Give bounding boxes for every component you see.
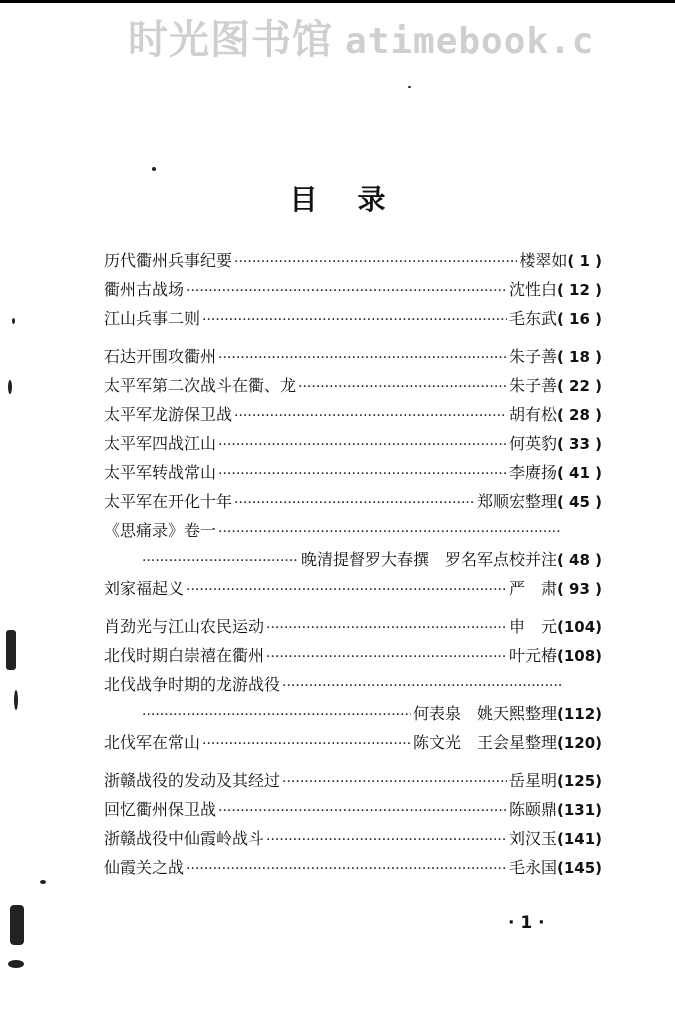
- leader-dots: [234, 248, 517, 277]
- entry-title: 历代衢州兵事纪要: [104, 251, 233, 270]
- scan-speck: [10, 905, 24, 945]
- leader-dots: [218, 797, 507, 826]
- entry-page: ( 93 ): [556, 580, 602, 598]
- entry-author: 刘汉玉: [508, 829, 557, 848]
- entry-page: ( 28 ): [556, 406, 602, 424]
- leader-dots: [218, 460, 507, 489]
- leader-dots: [186, 277, 507, 306]
- leader-dots: [234, 489, 475, 518]
- entry-author: 何英豹: [508, 434, 557, 453]
- entry-author: 岳星明: [508, 771, 557, 790]
- leader-dots: [266, 826, 507, 855]
- scan-speck: [152, 167, 156, 171]
- leader-dots: [282, 672, 562, 701]
- entry-author: 毛永国: [508, 858, 557, 877]
- entry-page: ( 41 ): [556, 464, 602, 482]
- entry-page: (125): [556, 772, 602, 790]
- entry-title: 仙霞关之战: [104, 858, 185, 877]
- toc-entry: [104, 304, 602, 333]
- entry-page: (108): [556, 647, 602, 665]
- scan-speck: [14, 690, 18, 710]
- entry-author: 胡有松: [508, 405, 557, 424]
- toc-entry: [104, 275, 602, 304]
- entry-author: 沈性白: [508, 280, 557, 299]
- entry-title: 北伐战争时期的龙游战役: [104, 675, 281, 694]
- watermark: [128, 8, 675, 58]
- entry-title: 太平军四战江山: [104, 434, 217, 453]
- entry-page: ( 45 ): [556, 493, 602, 511]
- entry-title: 石达开围攻衢州: [104, 347, 217, 366]
- leader-dots: [218, 431, 507, 460]
- toc-entry-continuation: [104, 545, 602, 574]
- leader-dots: [282, 768, 507, 797]
- leader-dots: [218, 344, 507, 373]
- entry-title: 江山兵事二则: [104, 309, 201, 328]
- toc-entry: [104, 824, 602, 853]
- entry-title: 肖劲光与江山农民运动: [104, 617, 265, 636]
- entry-page: (145): [556, 859, 602, 877]
- leader-dots: [234, 402, 507, 431]
- toc-entry-heading: [104, 516, 602, 545]
- entry-title: 太平军转战常山: [104, 463, 217, 482]
- leader-dots: [218, 518, 562, 547]
- leader-dots: [142, 547, 299, 576]
- watermark-chinese: 时光图书馆: [128, 17, 333, 58]
- entry-title: 太平军第二次战斗在衢、龙: [104, 376, 297, 395]
- entry-page: ( 48 ): [556, 551, 602, 569]
- entry-author: 郑顺宏整理: [476, 492, 557, 511]
- entry-author: 朱子善: [508, 347, 557, 366]
- entry-page: ( 33 ): [556, 435, 602, 453]
- scan-speck: [8, 380, 12, 394]
- leader-dots: [202, 306, 507, 335]
- table-of-contents: [104, 246, 602, 882]
- entry-page: ( 12 ): [556, 281, 602, 299]
- entry-page: (112): [556, 705, 602, 723]
- entry-title: 浙赣战役的发动及其经过: [104, 771, 281, 790]
- entry-page: ( 18 ): [556, 348, 602, 366]
- entry-title: 北伐时期白崇禧在衢州: [104, 646, 265, 665]
- leader-dots: [186, 576, 507, 605]
- leader-dots: [298, 373, 507, 402]
- leader-dots: [186, 855, 507, 884]
- entry-author: 何表泉 姚天熙整理: [412, 704, 557, 723]
- entry-author: 晚清提督罗大春撰 罗名军点校并注: [300, 550, 557, 569]
- scan-speck: [6, 630, 16, 670]
- toc-entry: [104, 612, 602, 641]
- toc-entry: [104, 429, 602, 458]
- entry-title: 浙赣战役中仙霞岭战斗: [104, 829, 265, 848]
- entry-page: ( 22 ): [556, 377, 602, 395]
- scan-speck: [408, 86, 411, 88]
- top-border-line: [0, 0, 675, 3]
- entry-author: 叶元椿: [508, 646, 557, 665]
- toc-entry-heading: [104, 670, 602, 699]
- toc-entry: [104, 766, 602, 795]
- leader-dots: [266, 614, 507, 643]
- entry-page: (104): [556, 618, 602, 636]
- entry-author: 毛东武: [508, 309, 557, 328]
- entry-author: 楼翠如: [519, 251, 568, 270]
- leader-dots: [142, 701, 411, 730]
- entry-author: 陈文光 王会星整理: [412, 733, 557, 752]
- entry-page: (120): [556, 734, 602, 752]
- toc-entry: [104, 487, 602, 516]
- page-number: · 1 ·: [508, 913, 545, 933]
- entry-author: 陈颐鼎: [508, 800, 557, 819]
- entry-author: 朱子善: [508, 376, 557, 395]
- entry-title: 太平军龙游保卫战: [104, 405, 233, 424]
- entry-author: 严 肃: [508, 579, 557, 598]
- toc-entry: [104, 371, 602, 400]
- entry-title: 衢州古战场: [104, 280, 185, 299]
- toc-entry: [104, 795, 602, 824]
- entry-title: 《思痛录》卷一: [104, 521, 217, 540]
- scan-speck: [8, 960, 24, 968]
- entry-title: 太平军在开化十年: [104, 492, 233, 511]
- page-title: 目录: [289, 183, 426, 216]
- entry-title: 北伐军在常山: [104, 733, 201, 752]
- entry-page: ( 16 ): [556, 310, 602, 328]
- toc-entry: [104, 458, 602, 487]
- scan-speck: [40, 880, 46, 884]
- entry-author: 申 元: [508, 617, 557, 636]
- toc-entry: [104, 853, 602, 882]
- entry-title: 回忆衢州保卫战: [104, 800, 217, 819]
- toc-entry: [104, 342, 602, 371]
- watermark-url: atimebook.c: [345, 21, 595, 58]
- toc-entry: [104, 246, 602, 275]
- scan-speck: [12, 318, 15, 324]
- entry-page: (141): [556, 830, 602, 848]
- entry-title: 刘家福起义: [104, 579, 185, 598]
- leader-dots: [202, 730, 411, 759]
- toc-entry: [104, 641, 602, 670]
- toc-entry: [104, 728, 602, 757]
- leader-dots: [266, 643, 507, 672]
- entry-page: ( 1 ): [567, 252, 602, 270]
- entry-author: 李赓扬: [508, 463, 557, 482]
- toc-entry: [104, 574, 602, 603]
- entry-page: (131): [556, 801, 602, 819]
- toc-entry: [104, 400, 602, 429]
- toc-entry-continuation: [104, 699, 602, 728]
